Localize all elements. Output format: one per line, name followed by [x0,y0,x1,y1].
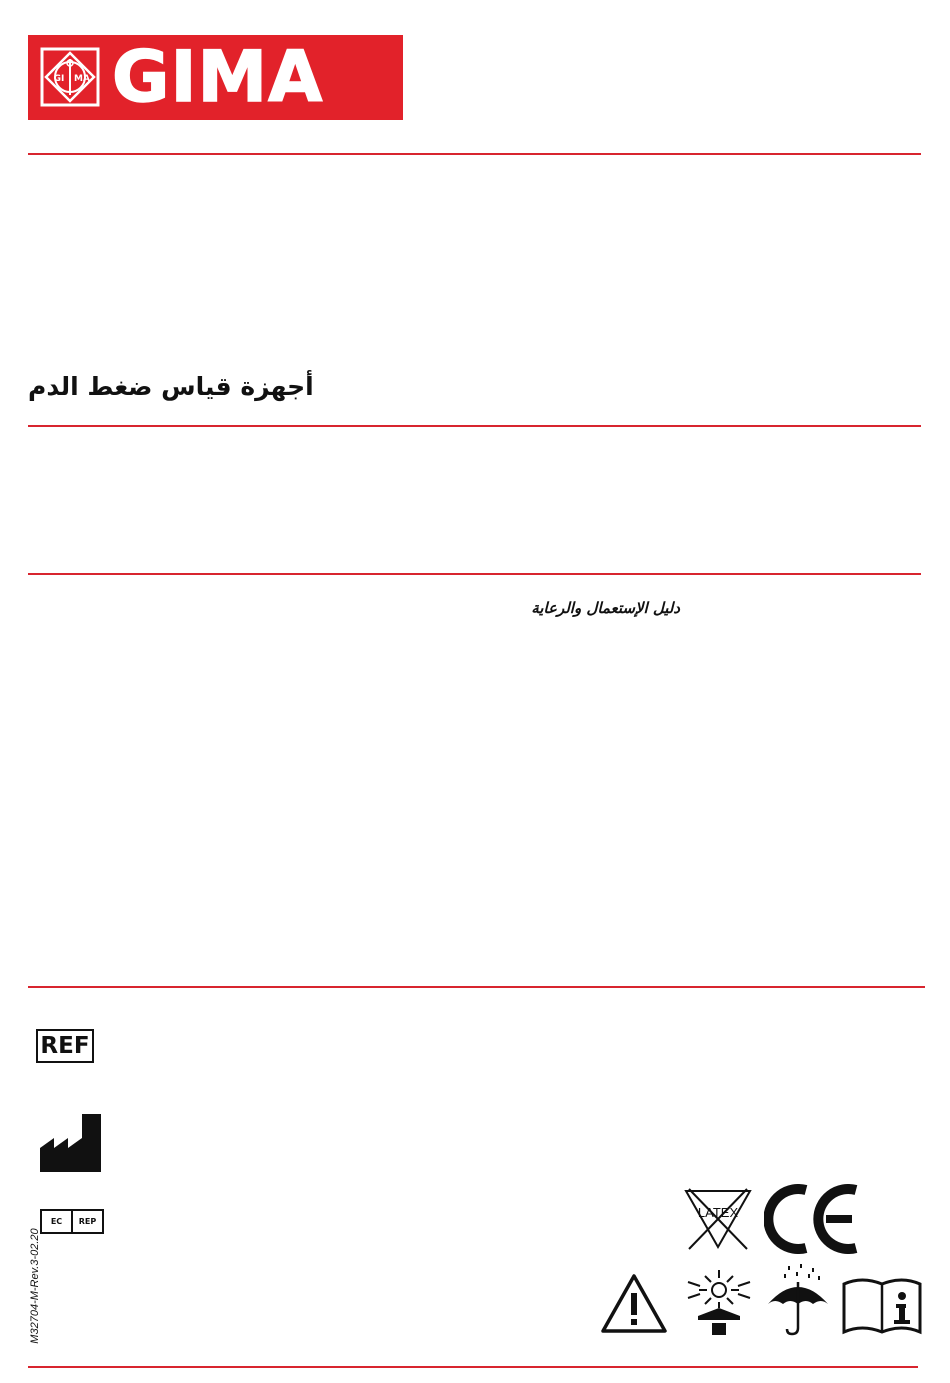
gima-emblem-icon [40,47,100,107]
divider-rule [28,425,921,427]
emblem-text-left: GI [53,74,65,84]
ce-mark-icon [764,1184,862,1254]
revision-code: M32704-M-Rev.3-02.20 [29,1228,41,1344]
consult-instructions-icon [842,1276,922,1336]
divider-rule [28,153,921,155]
ref-symbol: REF [36,1029,94,1063]
warning-triangle-icon [600,1273,668,1335]
latex-free-icon [683,1187,753,1251]
factory-icon [40,1114,102,1172]
rep-label: REP [71,1211,102,1232]
ec-rep-symbol [40,1209,104,1234]
document-title: أجهزة قياس ضغط الدم [28,372,314,401]
keep-away-from-sunlight-icon [684,1268,754,1336]
divider-rule [28,573,921,575]
ec-label: EC [50,1217,63,1226]
divider-rule [28,1366,918,1368]
keep-dry-umbrella-icon [766,1262,830,1336]
document-subtitle: دليل الإستعمال والرعاية [531,599,680,617]
brand-name: GIMA [112,36,324,118]
latex-label: LATEX [697,1205,739,1220]
divider-rule [28,986,925,988]
emblem-text-right: MA [74,74,90,84]
brand-logo [28,35,403,120]
